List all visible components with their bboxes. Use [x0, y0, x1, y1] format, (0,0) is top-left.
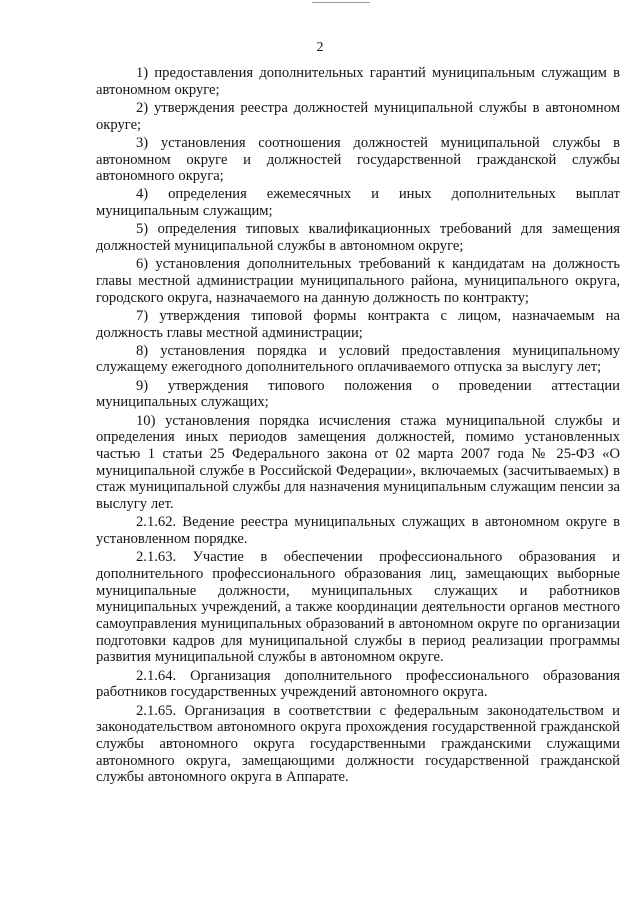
- document-body: [96, 65, 620, 786]
- paragraph-item-9: 9) утверждения типового положения о проведении аттестации муниципальных служащих;: [96, 377, 620, 411]
- paragraph-item-2: 2) утверждения реестра должностей муниципальной службы в автономном округе;: [96, 99, 620, 133]
- paragraph-2-1-63: 2.1.63. Участие в обеспечении профессионального образования и дополнительного профессионального образования лиц, замещающих выборные муниципальные должности, муниципальных служащих и работников муниципальных учреждений, а также координации деятельности органов местного самоуправления муниципальных образований в автономном округе по организации подготовки кадров для муниципальной службы в период реализации программы развития муниципальной службы в автономном округе.: [96, 549, 620, 666]
- paragraph-item-5: 5) определения типовых квалификационных требований для замещения должностей муниципальной службы в автономном округе;: [96, 221, 620, 255]
- paragraph-item-3: 3) установления соотношения должностей муниципальной службы в автономном округе и должностей государственной гражданской службы автономного округа;: [96, 134, 620, 185]
- top-rule: [312, 2, 370, 3]
- paragraph-item-1: 1) предоставления дополнительных гарантий муниципальным служащим в автономном округе;: [96, 65, 620, 98]
- paragraph-item-10: 10) установления порядка исчисления стажа муниципальной службы и определения иных периодов замещения должностей, помимо установленных частью 1 статьи 25 Федерального закона от 02 марта 2007 года № 25-ФЗ «О муниципальной службе в Российской Федерации», включаемых (засчитываемых) в стаж муниципальной службы для назначения муниципальным служащим пенсии за выслугу лет.: [96, 412, 620, 513]
- paragraph-item-8: 8) установления порядка и условий предоставления муниципальному служащему ежегодного дополнительного оплачиваемого отпуска за выслугу лет;: [96, 342, 620, 376]
- paragraph-2-1-65: 2.1.65. Организация в соответствии с федеральным законодательством и законодательством автономного округа прохождения государственной гражданской службы автономного округа государственными гражданскими служащими автономного округа, замещающими должности государственной гражданской службы автономного округа в Аппарате.: [96, 702, 620, 786]
- paragraph-2-1-64: 2.1.64. Организация дополнительного профессионального образования работников государственных учреждений автономного округа.: [96, 667, 620, 701]
- paragraph-item-4: 4) определения ежемесячных и иных дополнительных выплат муниципальным служащим;: [96, 186, 620, 220]
- paragraph-item-6: 6) установления дополнительных требований к кандидатам на должность главы местной администрации муниципального района, муниципального округа, городского округа, назначаемого на данную должность по контракту;: [96, 256, 620, 306]
- page-number: 2: [316, 40, 324, 55]
- paragraph-2-1-62: 2.1.62. Ведение реестра муниципальных служащих в автономном округе в установленном порядке.: [96, 514, 620, 547]
- paragraph-item-7: 7) утверждения типовой формы контракта с лицом, назначаемым на должность главы местной администрации;: [96, 307, 620, 341]
